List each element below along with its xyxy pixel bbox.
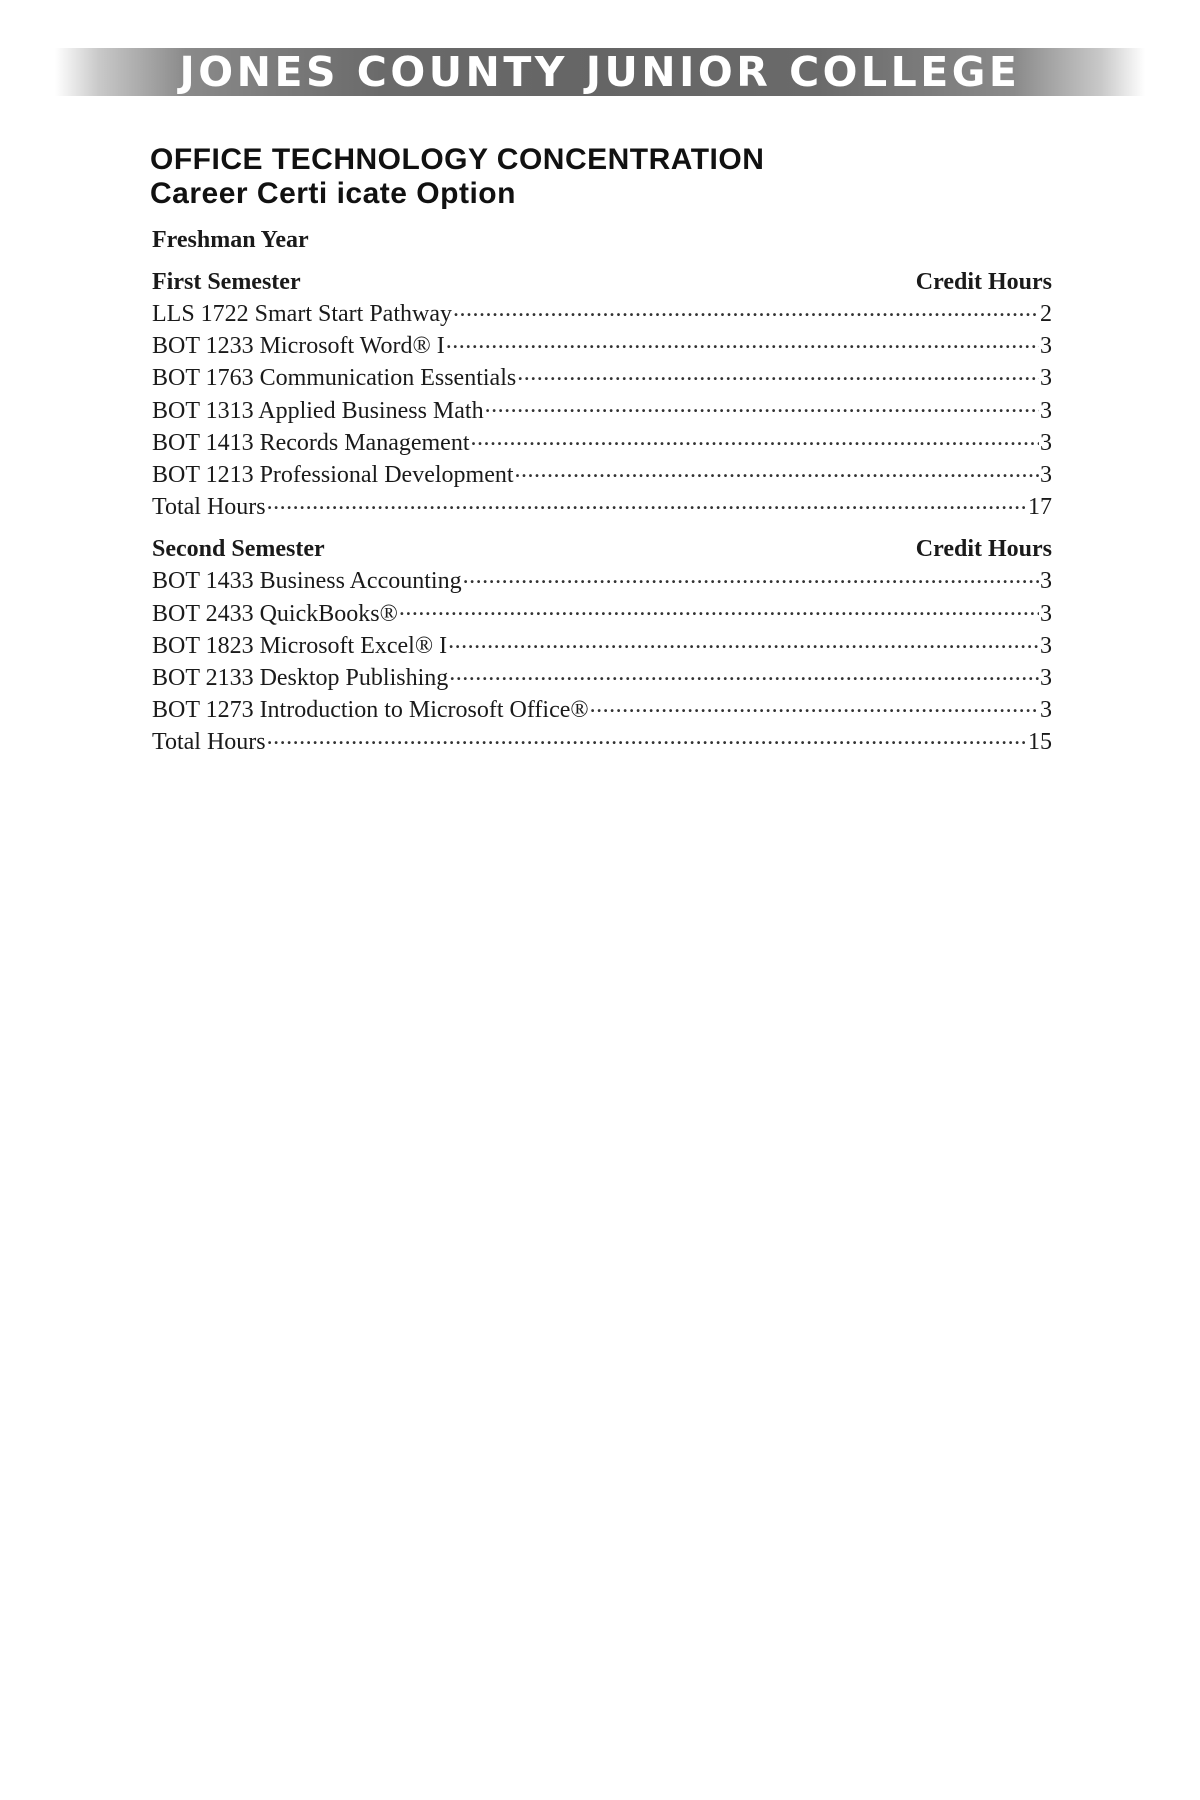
credit-hours-header: Credit Hours bbox=[915, 269, 1052, 295]
program-title: OFFICE TECHNOLOGY CONCENTRATION bbox=[150, 143, 765, 176]
dot-leader bbox=[590, 693, 1039, 717]
semester-header bbox=[152, 268, 1052, 297]
header-banner bbox=[55, 48, 1145, 96]
dot-leader bbox=[463, 564, 1039, 588]
dot-leader bbox=[448, 629, 1039, 653]
course-hours: 3 bbox=[1040, 462, 1052, 489]
credit-hours-header: Credit Hours bbox=[915, 536, 1052, 563]
semester-first bbox=[152, 268, 1052, 522]
course-row bbox=[152, 329, 1052, 361]
course-row bbox=[152, 564, 1052, 596]
course-hours: 3 bbox=[1040, 697, 1052, 724]
total-row bbox=[152, 725, 1052, 757]
total-hours: 17 bbox=[1028, 494, 1052, 521]
dot-leader bbox=[267, 725, 1027, 749]
course-row bbox=[152, 661, 1052, 693]
program-subtitle: Career Certi icate Option bbox=[150, 177, 516, 210]
course-name: BOT 1273 Introduction to Microsoft Office® bbox=[152, 697, 589, 724]
dot-leader bbox=[471, 426, 1040, 450]
course-row bbox=[152, 361, 1052, 393]
dot-leader bbox=[446, 329, 1039, 353]
course-row bbox=[152, 597, 1052, 629]
course-hours: 3 bbox=[1040, 365, 1052, 392]
course-row bbox=[152, 394, 1052, 426]
dot-leader bbox=[267, 490, 1027, 514]
semester-label: Second Semester bbox=[152, 536, 325, 563]
course-row bbox=[152, 458, 1052, 490]
semester-second bbox=[152, 535, 1052, 757]
course-name: BOT 1823 Microsoft Excel® I bbox=[152, 632, 448, 659]
dot-leader bbox=[485, 394, 1039, 418]
course-name: BOT 2433 QuickBooks® bbox=[152, 600, 398, 627]
course-hours: 3 bbox=[1040, 632, 1052, 659]
semester-header bbox=[152, 535, 1052, 564]
course-name: BOT 1313 Applied Business Math bbox=[152, 397, 484, 424]
dot-leader bbox=[399, 597, 1039, 621]
course-name: LLS 1722 Smart Start Pathway bbox=[152, 301, 452, 327]
course-row bbox=[152, 297, 1052, 329]
course-hours: 3 bbox=[1040, 665, 1052, 692]
course-row bbox=[152, 426, 1052, 458]
total-label: Total Hours bbox=[152, 729, 266, 756]
semester-label: First Semester bbox=[152, 269, 301, 295]
course-hours: 3 bbox=[1040, 333, 1052, 360]
course-hours: 3 bbox=[1040, 600, 1052, 627]
course-row bbox=[152, 693, 1052, 725]
course-hours: 3 bbox=[1040, 397, 1052, 424]
program-heading bbox=[150, 143, 764, 211]
course-hours: 3 bbox=[1040, 568, 1052, 595]
dot-leader bbox=[515, 458, 1039, 482]
curriculum bbox=[152, 226, 1052, 771]
course-hours: 2 bbox=[1040, 301, 1052, 327]
course-name: BOT 1433 Business Accounting bbox=[152, 568, 462, 595]
total-label: Total Hours bbox=[152, 494, 266, 521]
college-name: JONES COUNTY JUNIOR COLLEGE bbox=[179, 48, 1021, 96]
dot-leader bbox=[517, 361, 1039, 385]
year-label: Freshman Year bbox=[152, 227, 309, 253]
dot-leader bbox=[449, 661, 1039, 685]
dot-leader bbox=[453, 297, 1039, 321]
course-name: BOT 1233 Microsoft Word® I bbox=[152, 333, 445, 360]
course-name: BOT 1763 Communication Essentials bbox=[152, 365, 517, 392]
total-row bbox=[152, 490, 1052, 522]
course-name: BOT 1413 Records Management bbox=[152, 429, 470, 456]
course-name: BOT 2133 Desktop Publishing bbox=[152, 665, 449, 692]
course-row bbox=[152, 629, 1052, 661]
course-name: BOT 1213 Professional Development bbox=[152, 462, 514, 489]
course-hours: 3 bbox=[1040, 429, 1052, 456]
total-hours: 15 bbox=[1028, 729, 1052, 756]
